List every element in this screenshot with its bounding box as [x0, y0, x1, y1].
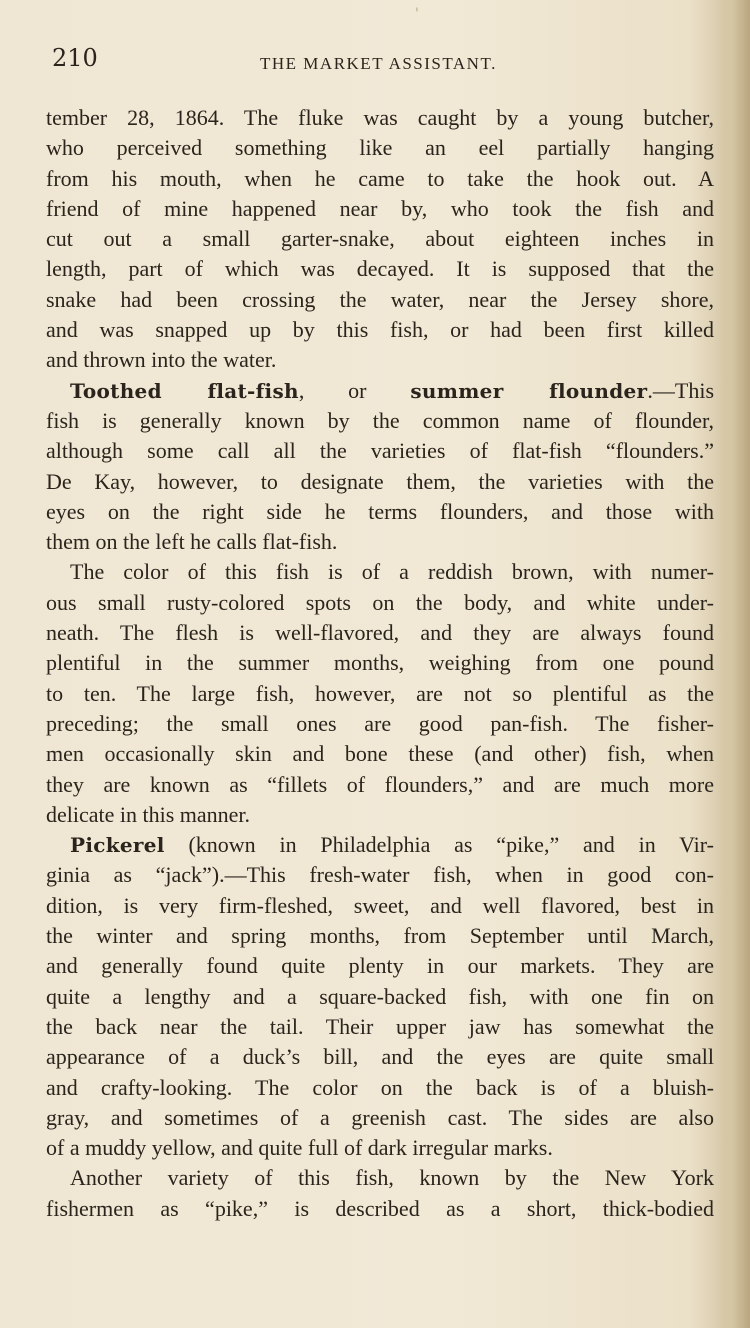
heading-summer-flounder: summer flounder: [410, 378, 648, 403]
text-line: they are known as “fillets of flounders,” and are much more: [46, 771, 714, 797]
text-line: men occasionally skin and bone these (and other) fish, when: [46, 741, 714, 767]
text-line: De Kay, however, to designate them, the varieties with the: [46, 468, 714, 494]
text-line: them on the left he calls flat-fish.: [46, 529, 338, 555]
text-line: the back near the tail. Their upper jaw has somewhat the: [46, 1013, 714, 1039]
section-heading-line: [46, 830, 714, 860]
text-line: and thrown into the water.: [46, 347, 277, 373]
text-line: the winter and spring months, from September until March,: [46, 923, 714, 949]
text-line: ous small rusty-colored spots on the body, and white under-: [46, 589, 714, 615]
heading-tail: .—This: [647, 377, 714, 403]
text-line: quite a lengthy and a square-backed fish, with one fin on: [46, 983, 714, 1009]
text-line: dition, is very firm-fleshed, sweet, and well flavored, best in: [46, 892, 714, 918]
text-line: tember 28, 1864. The fluke was caught by a young butcher,: [46, 105, 714, 130]
page-header: [52, 44, 712, 78]
page-number: 210: [52, 44, 98, 72]
text-line: The color of this fish is of a reddish brown, with numer-: [70, 559, 714, 585]
text-line: neath. The flesh is well-flavored, and they are always found: [46, 620, 714, 646]
text-line: Another variety of this fish, known by the New York: [70, 1165, 714, 1191]
page-edge-shadow: [716, 0, 750, 1328]
heading-connector: , or: [298, 377, 411, 403]
text-line: appearance of a duck’s bill, and the eyes are quite small: [46, 1044, 714, 1070]
heading-tail: (known in Philadelphia as “pike,” and in Vir-: [164, 832, 714, 858]
text-line: who perceived something like an eel partially hanging: [46, 135, 714, 161]
text-line: and was snapped up by this fish, or had been first killed: [46, 317, 714, 343]
text-line: preceding; the small ones are good pan-fish. The fisher-: [46, 710, 714, 736]
text-line: eyes on the right side he terms flounders, and those with: [46, 498, 714, 524]
text-line: ginia as “jack”).—This fresh-water fish, when in good con-: [46, 862, 714, 888]
text-line: gray, and sometimes of a greenish cast. The sides are also: [46, 1104, 714, 1130]
text-line: fish is generally known by the common name of flounder,: [46, 407, 714, 433]
text-line: delicate in this manner.: [46, 801, 251, 827]
heading-toothed-flat-fish: Toothed flat-fish: [70, 378, 299, 403]
text-line: cut out a small garter-snake, about eighteen inches in: [46, 226, 714, 252]
text-line: snake had been crossing the water, near the Jersey shore,: [46, 286, 714, 312]
text-line: from his mouth, when he came to take the hook out. A: [46, 165, 714, 191]
text-line: plentiful in the summer months, weighing from one pound: [46, 650, 714, 676]
body-text: [46, 103, 714, 1224]
section-heading-line: [46, 376, 714, 406]
text-line: fishermen as “pike,” is described as a short, thick-bodied: [46, 1195, 714, 1221]
text-line: length, part of which was decayed. It is supposed that the: [46, 256, 714, 282]
text-line: and crafty-looking. The color on the back is of a bluish-: [46, 1074, 714, 1100]
text-line: although some call all the varieties of flat-fish “flounders.”: [46, 438, 714, 464]
heading-pickerel: Pickerel: [70, 833, 165, 858]
text-line: and generally found quite plenty in our markets. They are: [46, 953, 714, 979]
top-mark: ': [415, 6, 419, 22]
text-line: of a muddy yellow, and quite full of dark irregular marks.: [46, 1135, 553, 1161]
text-line: friend of mine happened near by, who took the fish and: [46, 195, 714, 221]
text-line: to ten. The large fish, however, are not so plentiful as the: [46, 680, 714, 706]
running-title: THE MARKET ASSISTANT.: [260, 54, 497, 73]
